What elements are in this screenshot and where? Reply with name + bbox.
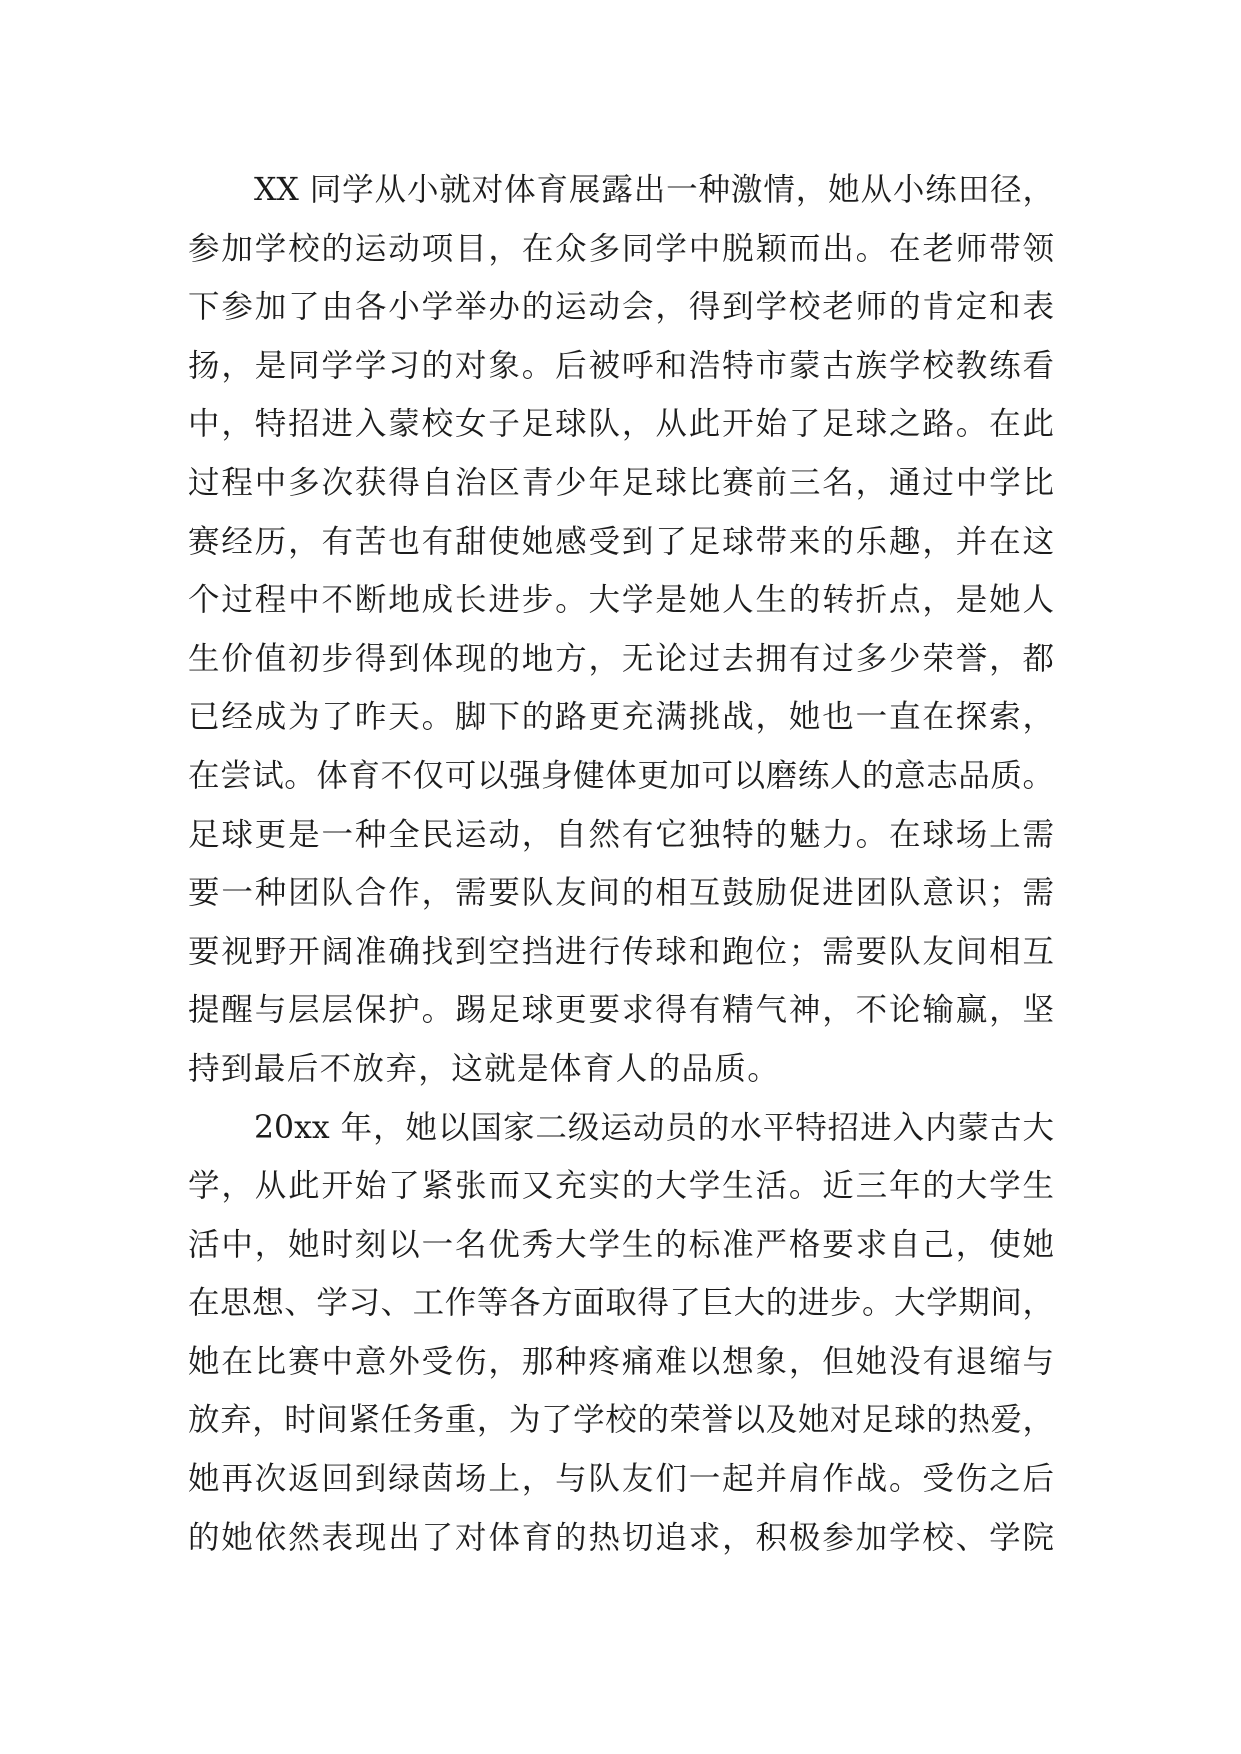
paragraph-line: 的她依然表现出了对体育的热切追求，积极参加学校、学院 <box>188 1519 1054 1556</box>
paragraph-line: 她在比赛中意外受伤，那种疼痛难以想象，但她没有退缩与 <box>188 1343 1054 1380</box>
body-text <box>188 161 1054 1567</box>
paragraph-line: 学，从此开始了紧张而又充实的大学生活。近三年的大学生 <box>188 1168 1054 1205</box>
paragraph-line: 已经成为了昨天。脚下的路更充满挑战，她也一直在探索， <box>188 699 1054 736</box>
paragraph-line: 足球更是一种全民运动，自然有它独特的魅力。在球场上需 <box>188 816 1054 853</box>
paragraph-line: 放弃，时间紧任务重，为了学校的荣誉以及她对足球的热爱， <box>188 1402 1054 1439</box>
paragraph-line: 赛经历，有苦也有甜使她感受到了足球带来的乐趣，并在这 <box>188 523 1054 560</box>
paragraph-line: 要视野开阔准确找到空挡进行传球和跑位；需要队友间相互 <box>188 933 1054 970</box>
paragraph-line: 提醒与层层保护。踢足球更要求得有精气神，不论输赢，坚 <box>188 992 1054 1029</box>
paragraph-line: 要一种团队合作，需要队友间的相互鼓励促进团队意识；需 <box>188 875 1054 912</box>
paragraph-2 <box>188 1099 1054 1568</box>
paragraph-line: 在尝试。体育不仅可以强身健体更加可以磨练人的意志品质。 <box>188 757 1054 794</box>
paragraph-line: 过程中多次获得自治区青少年足球比赛前三名，通过中学比 <box>188 464 1054 501</box>
paragraph-line: XX 同学从小就对体育展露出一种激情，她从小练田径， <box>254 172 1054 208</box>
paragraph-line: 个过程中不断地成长进步。大学是她人生的转折点，是她人 <box>188 582 1054 619</box>
paragraph-line: 在思想、学习、工作等各方面取得了巨大的进步。大学期间， <box>188 1285 1054 1322</box>
paragraph-line: 扬，是同学学习的对象。后被呼和浩特市蒙古族学校教练看 <box>188 347 1054 384</box>
paragraph-1 <box>188 161 1054 1099</box>
paragraph-line: 参加学校的运动项目，在众多同学中脱颖而出。在老师带领 <box>188 230 1054 267</box>
paragraph-line: 下参加了由各小学举办的运动会，得到学校老师的肯定和表 <box>188 289 1054 326</box>
paragraph-line: 持到最后不放弃，这就是体育人的品质。 <box>188 1050 781 1087</box>
paragraph-line: 她再次返回到绿茵场上，与队友们一起并肩作战。受伤之后 <box>188 1461 1054 1498</box>
paragraph-line: 生价值初步得到体现的地方，无论过去拥有过多少荣誉，都 <box>188 640 1054 677</box>
paragraph-line: 活中，她时刻以一名优秀大学生的标准严格要求自己，使她 <box>188 1226 1054 1263</box>
paragraph-line: 中，特招进入蒙校女子足球队，从此开始了足球之路。在此 <box>188 406 1054 443</box>
paragraph-line: 20xx 年，她以国家二级运动员的水平特招进入内蒙古大 <box>254 1109 1054 1146</box>
